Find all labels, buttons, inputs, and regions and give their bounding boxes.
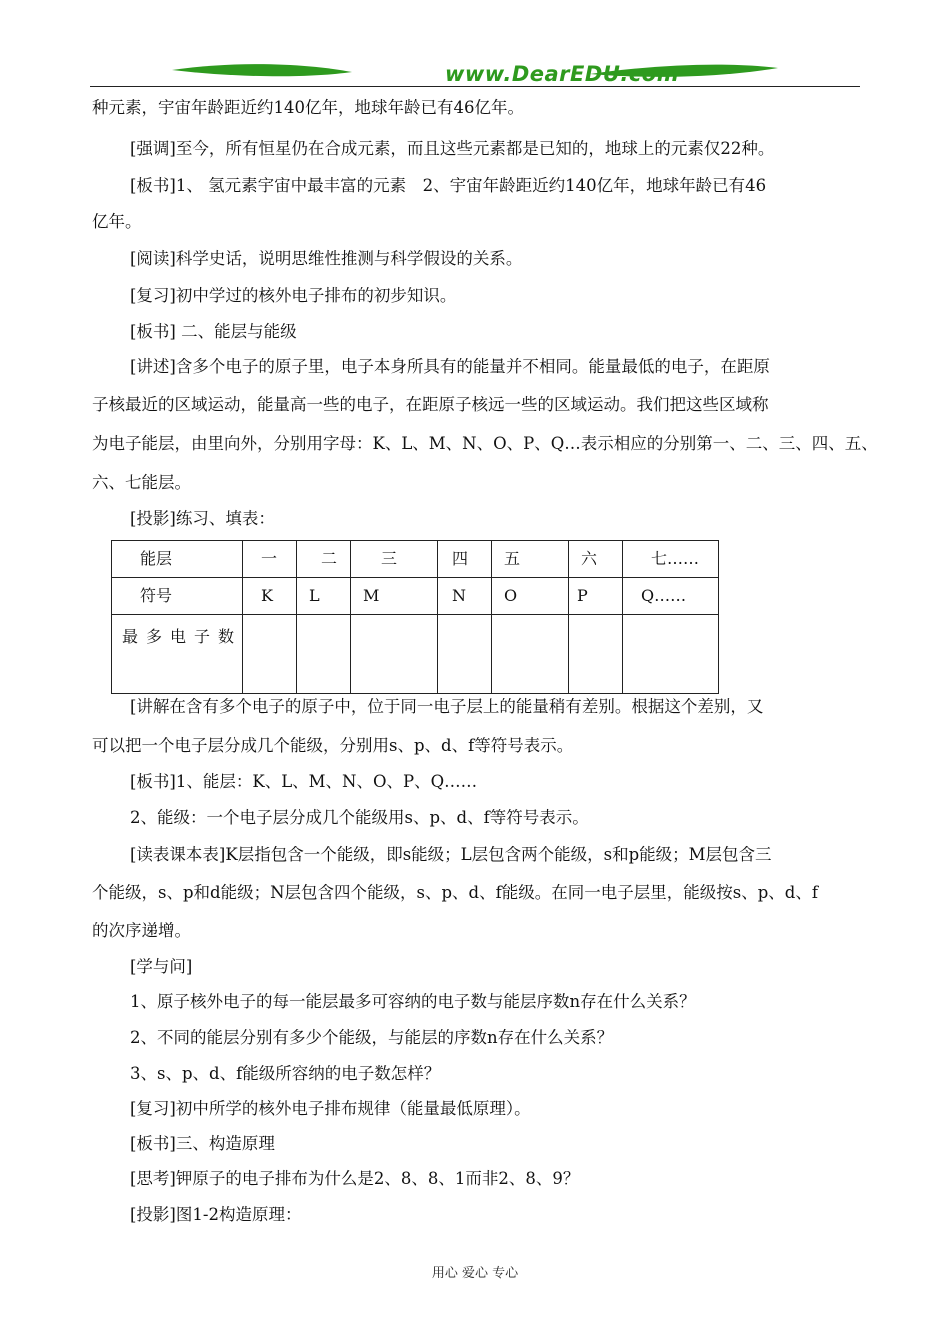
table-cell	[623, 615, 719, 694]
text-line: 个能级，s、p和d能级；N层包含四个能级，s、p、d、f能级。在同一电子层里，能级按s、p、d、f	[92, 883, 818, 902]
text-line: [投影]练习、填表：	[130, 509, 275, 528]
table-row	[112, 615, 719, 694]
table-cell: N	[438, 578, 492, 615]
energy-level-table	[111, 540, 719, 694]
text-line: 2、能级：一个电子层分成几个能级用s、p、d、f等符号表示。	[130, 808, 589, 827]
table-cell: 最多电子数	[112, 615, 243, 694]
table-cell: 二	[297, 541, 351, 578]
text-line: [板书]三、构造原理	[130, 1134, 275, 1153]
text-line: [板书] 二、能层与能级	[130, 322, 297, 341]
text-line: [阅读]科学史话，说明思维性推测与科学假设的关系。	[130, 249, 523, 268]
table-cell	[351, 615, 438, 694]
table-cell: 六	[569, 541, 623, 578]
table-cell: L	[297, 578, 351, 615]
text-line: [投影]图1-2构造原理：	[130, 1205, 302, 1224]
table-cell: 四	[438, 541, 492, 578]
text-line: [读表课本表]K层指包含一个能级，即s能级；L层包含两个能级，s和p能级；M层包含三	[130, 845, 772, 864]
text-line: [强调]至今，所有恒星仍在合成元素，而且这些元素都是已知的，地球上的元素仅22种。	[130, 139, 775, 158]
table-cell: O	[492, 578, 569, 615]
table-cell	[492, 615, 569, 694]
text-line: 六、七能层。	[92, 473, 191, 492]
table-cell	[438, 615, 492, 694]
text-line: 3、s、p、d、f能级所容纳的电子数怎样？	[130, 1064, 441, 1083]
table-cell: 能层	[112, 541, 243, 578]
site-logo-text[interactable]: www.DearEDU.com	[445, 62, 680, 86]
table-cell: 一	[243, 541, 297, 578]
text-line: 可以把一个电子层分成几个能级，分别用s、p、d、f等符号表示。	[92, 736, 574, 755]
table-cell: 七……	[623, 541, 719, 578]
text-line: [思考]钾原子的电子排布为什么是2、8、8、1而非2、8、9？	[130, 1169, 580, 1188]
table-cell	[297, 615, 351, 694]
text-line: [讲解在含有多个电子的原子中，位于同一电子层上的能量稍有差别。根据这个差别，又	[130, 697, 764, 716]
table-cell: 符号	[112, 578, 243, 615]
text-line: 的次序递增。	[92, 921, 191, 940]
text-line: 1、原子核外电子的每一能层最多可容纳的电子数与能层序数n存在什么关系？	[130, 992, 696, 1011]
text-line: [复习]初中学过的核外电子排布的初步知识。	[130, 286, 457, 305]
site-header	[90, 56, 860, 90]
text-line: [学与问]	[130, 957, 193, 976]
text-line: [板书]1、能层：K、L、M、N、O、P、Q……	[130, 772, 478, 791]
table-row	[112, 541, 719, 578]
table-cell	[569, 615, 623, 694]
text-line: 种元素，宇宙年龄距近约140亿年，地球年龄已有46亿年。	[92, 98, 524, 117]
table-cell: P	[569, 578, 623, 615]
text-line: [讲述]含多个电子的原子里，电子本身所具有的能量并不相同。能量最低的电子，在距原	[130, 357, 770, 376]
text-line: [板书]1、 氢元素宇宙中最丰富的元素 2、宇宙年龄距近约140亿年，地球年龄已有46	[130, 176, 767, 195]
table-cell	[243, 615, 297, 694]
text-line: 亿年。	[92, 212, 142, 231]
header-rule	[90, 86, 860, 87]
table-cell: 三	[351, 541, 438, 578]
table-cell: 五	[492, 541, 569, 578]
table-cell: K	[243, 578, 297, 615]
table-row	[112, 578, 719, 615]
page-footer: 用心 爱心 专心	[431, 1266, 519, 1281]
table-cell: Q……	[623, 578, 719, 615]
text-line: 为电子能层，由里向外，分别用字母：K、L、M、N、O、P、Q…表示相应的分别第一、二、三、四、五、	[92, 434, 878, 453]
text-line: [复习]初中所学的核外电子排布规律（能量最低原理）。	[130, 1099, 531, 1118]
text-line: 子核最近的区域运动，能量高一些的电子，在距原子核远一些的区域运动。我们把这些区域称	[92, 395, 769, 414]
table-cell: M	[351, 578, 438, 615]
text-line: 2、不同的能层分别有多少个能级，与能层的序数n存在什么关系？	[130, 1028, 614, 1047]
